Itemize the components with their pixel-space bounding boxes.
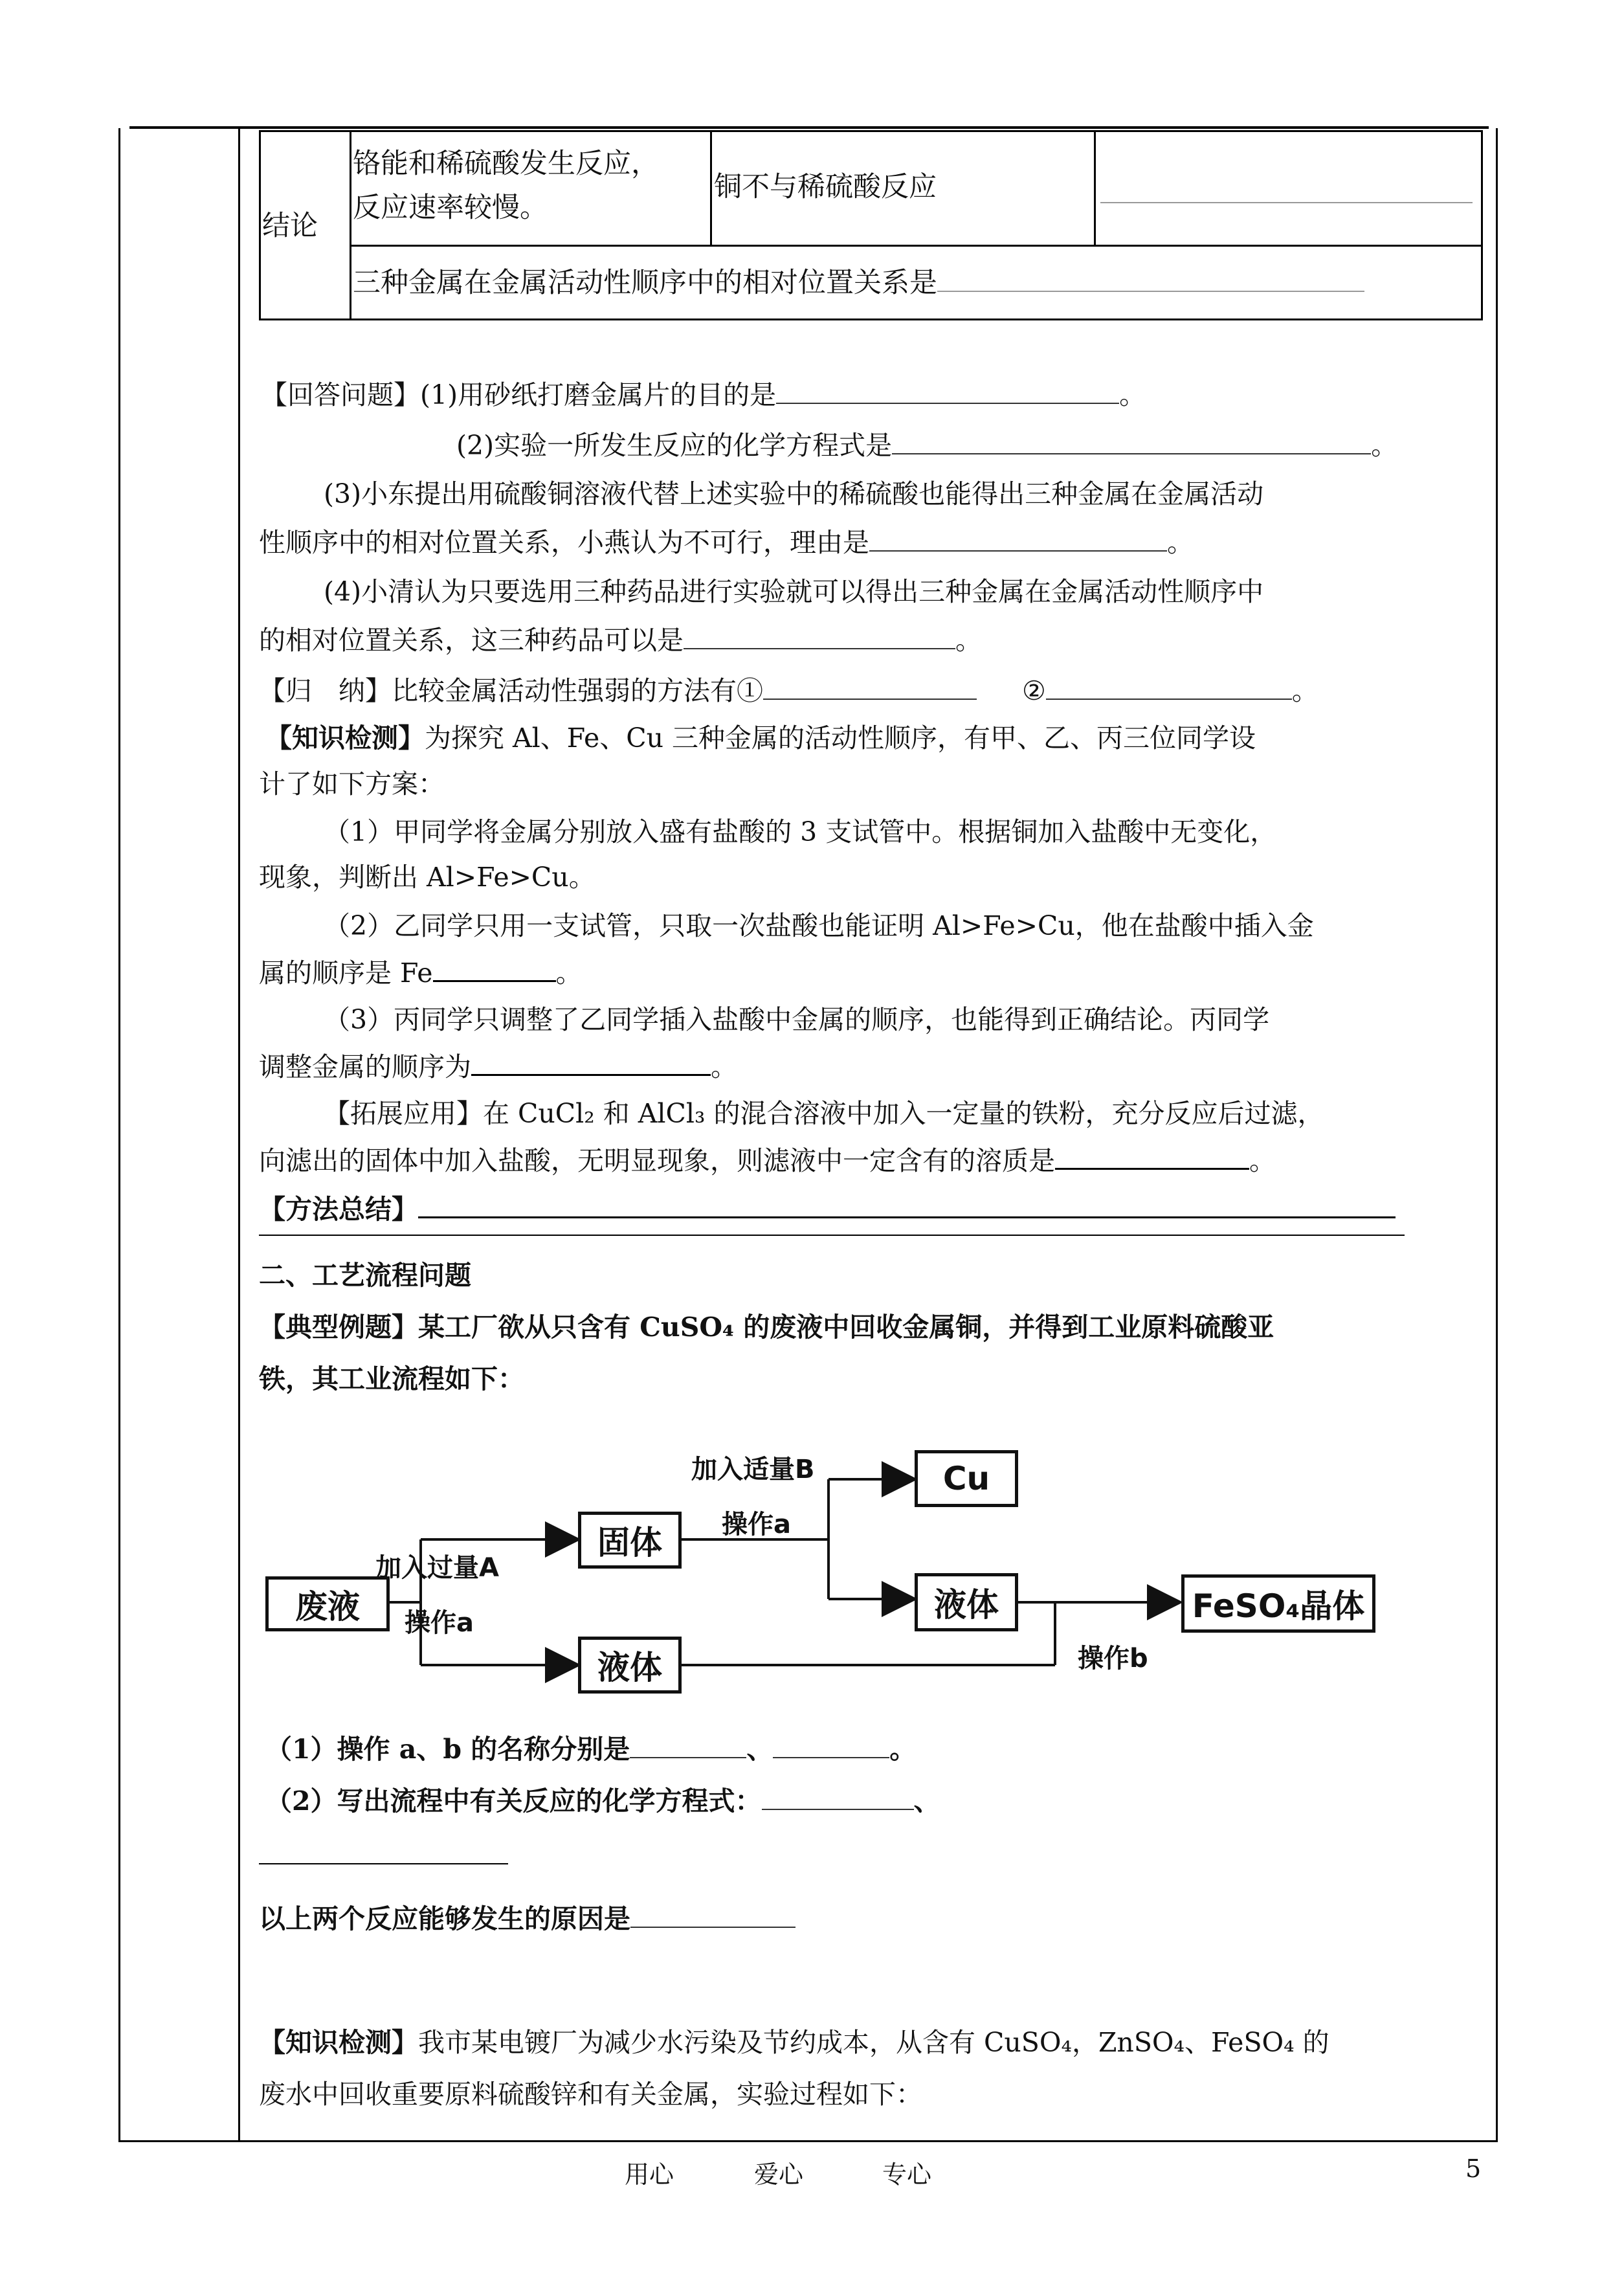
liquid-mid-box: 液体 [915,1573,1018,1631]
order-blank[interactable] [433,952,556,982]
check1-plan3-line1: （3）丙同学只调整了乙同学插入盐酸中金属的顺序，也能得到正确结论。丙同学 [324,1004,1270,1035]
top-border-line [129,126,1489,129]
answer-blank-4[interactable] [684,620,955,649]
check1-plan2-line1: （2）乙同学只用一支试管，只取一次盐酸也能证明 Al>Fe>Cu，他在盐酸中插入金 [324,910,1314,941]
bottom-border-line [118,2140,1498,2142]
method-blank-line2[interactable] [259,1235,1405,1236]
label-add-proper-b: 加入适量B [691,1455,815,1484]
cell-copper: 铜不与稀硫酸反应 [714,171,937,203]
question-3-line2: 性顺序中的相对位置关系，小燕认为不可行，理由是 。 [259,522,1194,562]
check2-line2: 废水中回收重要原料硫酸锌和有关金属，实验过程如下： [259,2079,922,2110]
summary-blank-2[interactable] [1046,670,1292,700]
section2-title: 二、工艺流程问题 [259,1260,471,1291]
footer-motto-2: 爱心 [754,2160,804,2189]
summary-blank-1[interactable] [763,670,977,700]
check1-plan1-line2: 现象，判断出 Al>Fe>Cu。 [259,862,595,893]
ferrous-sulfate-crystal-box: FeSO₄晶体 [1181,1574,1375,1633]
extension-line2: 向滤出的固体中加入盐酸，无明显现象，则滤液中一定含有的溶质是 。 [259,1139,1276,1180]
label-add-excess-a: 加入过量A [375,1553,499,1583]
relative-position-question: 三种金属在金属活动性顺序中的相对位置关系是 [353,262,1364,303]
check1-plan3-line2: 调整金属的顺序为 。 [259,1046,737,1086]
operation-b-blank[interactable] [773,1728,889,1758]
adjusted-order-blank[interactable] [471,1046,711,1076]
extension-line1: 【拓展应用】在 CuCl₂ 和 AlCl₃ 的混合溶液中加入一定量的铁粉，充分反应后过滤， [324,1098,1324,1129]
footer-motto-1: 用心 [625,2160,674,2189]
question-1: 【回答问题】(1)用砂纸打磨金属片的目的是 。 [261,374,1146,414]
label-operation-a-2: 操作a [722,1510,791,1539]
conclusion-label: 结论 [262,210,318,242]
check1-plan1-line1: （1）甲同学将金属分别放入盛有盐酸的 3 支试管中。根据铜加入盐酸中无变化， [324,816,1277,847]
cell-blank-answer[interactable] [1100,202,1473,203]
answer-blank-2[interactable] [892,425,1371,454]
summary-line: 【归 纳】比较金属活动性强弱的方法有① ② 。 [259,670,1318,710]
check1-plan2-line2: 属的顺序是 Fe 。 [259,952,583,992]
label-operation-b: 操作b [1078,1644,1148,1673]
cell-chromium-line2: 反应速率较慢。 [353,192,548,224]
equation-blank-1[interactable] [762,1780,914,1810]
example-line2: 铁，其工业流程如下： [259,1363,524,1394]
method-blank[interactable] [418,1188,1396,1218]
question-4-line1: (4)小清认为只要选用三种药品进行实验就可以得出三种金属在金属活动性顺序中 [324,576,1264,607]
check2-line1: 【知识检测】我市某电镀厂为减少水污染及节约成本，从含有 CuSO₄，ZnSO₄、FeSO₄ 的 [259,2027,1329,2058]
equation-blank-2[interactable] [259,1863,508,1864]
method-summary: 【方法总结】 [259,1188,1396,1229]
answer-blank-3[interactable] [869,522,1167,552]
label-operation-a-1: 操作a [405,1608,474,1638]
cell-chromium-line1: 铬能和稀硫酸发生反应， [353,148,659,180]
question-4-line2: 的相对位置关系，这三种药品可以是 。 [259,620,982,660]
page-number: 5 [1465,2154,1482,2183]
flow-question-3: 以上两个反应能够发生的原因是 [259,1898,795,1938]
reason-blank[interactable] [630,1898,795,1928]
liquid-bottom-box: 液体 [578,1637,682,1694]
example-line1: 【典型例题】某工厂欲从只含有 CuSO₄ 的废液中回收金属铜，并得到工业原料硫酸亚 [259,1312,1274,1343]
question-2: (2)实验一所发生反应的化学方程式是 。 [456,425,1397,465]
solute-blank[interactable] [1055,1139,1249,1170]
check1-intro-line2: 计了如下方案： [259,768,445,800]
answer-blank-1[interactable] [776,374,1119,404]
footer-motto-3: 专心 [882,2160,932,2189]
left-outer-border [118,128,120,2142]
right-border [1496,128,1498,2142]
check1-intro-line1: 【知识检测】为探究 Al、Fe、Cu 三种金属的活动性顺序，有甲、乙、丙三位同学设 [265,722,1256,754]
question-3-line1: (3)小东提出用硫酸铜溶液代替上述实验中的稀硫酸也能得出三种金属在金属活动 [324,478,1264,509]
waste-box: 废液 [265,1576,390,1631]
flow-question-1: （1）操作 a、b 的名称分别是 、 。 [265,1728,916,1769]
solid-box: 固体 [578,1512,682,1569]
copper-box: Cu [915,1450,1018,1507]
flow-question-2: （2）写出流程中有关反应的化学方程式： 、 [265,1780,940,1820]
operation-a-blank[interactable] [630,1728,746,1758]
left-inner-border [238,128,240,2142]
